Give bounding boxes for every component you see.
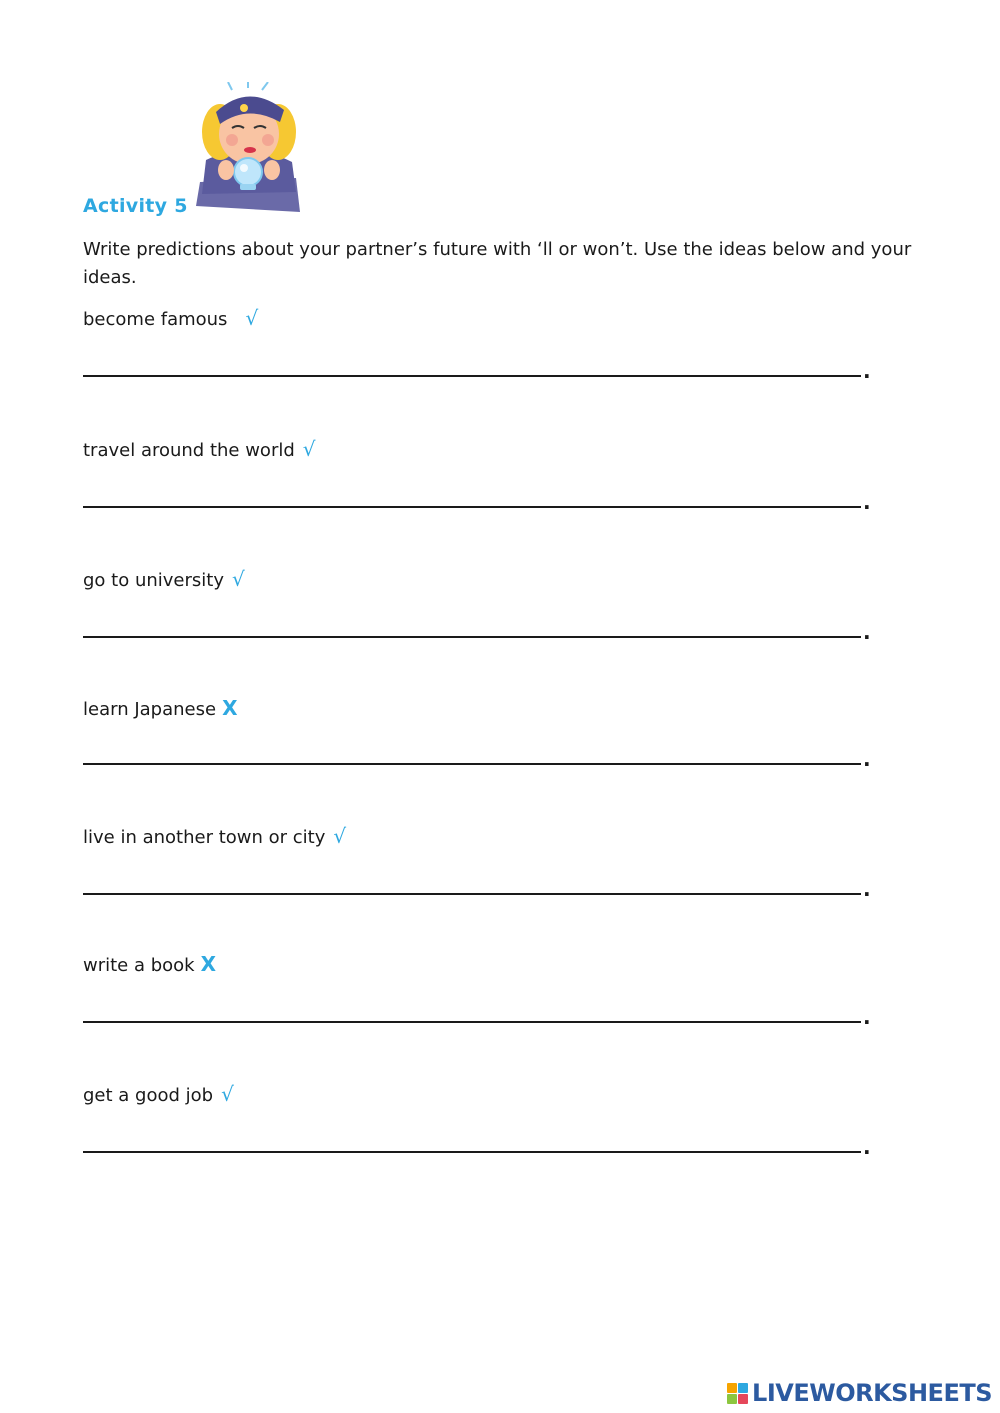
check-icon: √ [333, 824, 347, 848]
list-item [83, 436, 883, 536]
list-item [83, 695, 883, 795]
check-icon: √ [245, 306, 259, 330]
list-item [83, 305, 883, 405]
sentence-end: . [863, 1135, 871, 1159]
answer-line[interactable] [83, 506, 861, 508]
prompt-row [83, 305, 258, 333]
answer-line[interactable] [83, 1021, 861, 1023]
liveworksheets-logo-icon [727, 1383, 748, 1404]
prompt-text: travel around the world [83, 440, 295, 461]
fortune-teller-icon [192, 82, 304, 216]
answer-line[interactable] [83, 375, 861, 377]
prompt-row [83, 436, 316, 464]
sentence-end: . [863, 620, 871, 644]
answer-line[interactable] [83, 636, 861, 638]
answer-line[interactable] [83, 1151, 861, 1153]
activity-title: Activity 5 [83, 195, 188, 217]
list-item [83, 951, 883, 1051]
prompt-text: live in another town or city [83, 827, 326, 848]
sentence-end: . [863, 359, 871, 383]
check-icon: √ [302, 437, 316, 461]
prompt-text: write a book [83, 955, 195, 976]
list-item [83, 566, 883, 666]
logo-text: LIVEWORKSHEETS [752, 1379, 992, 1407]
instructions-text: Write predictions about your partner’s future with ‘ll or won’t. Use the ideas below and your ideas. [83, 239, 912, 288]
prompt-text: learn Japanese [83, 699, 217, 720]
cross-icon: X [222, 696, 238, 720]
sentence-end: . [863, 877, 871, 901]
list-item [83, 823, 883, 923]
prompt-text: get a good job [83, 1085, 214, 1106]
prompt-text: go to university [83, 570, 224, 591]
prompt-row [83, 823, 346, 851]
prompt-row [83, 1081, 234, 1109]
liveworksheets-logo[interactable] [727, 1379, 992, 1407]
prompt-row [83, 951, 216, 979]
answer-line[interactable] [83, 763, 861, 765]
check-icon: √ [221, 1082, 234, 1106]
sentence-end: . [863, 490, 871, 514]
sentence-end: . [863, 1005, 871, 1029]
prompt-row [83, 695, 237, 723]
cross-icon: X [200, 952, 217, 976]
sentence-end: . [863, 747, 871, 771]
prompt-row [83, 566, 245, 594]
check-icon: √ [232, 567, 245, 591]
prompt-text: become famous [83, 309, 228, 330]
answer-line[interactable] [83, 893, 861, 895]
list-item [83, 1081, 883, 1181]
